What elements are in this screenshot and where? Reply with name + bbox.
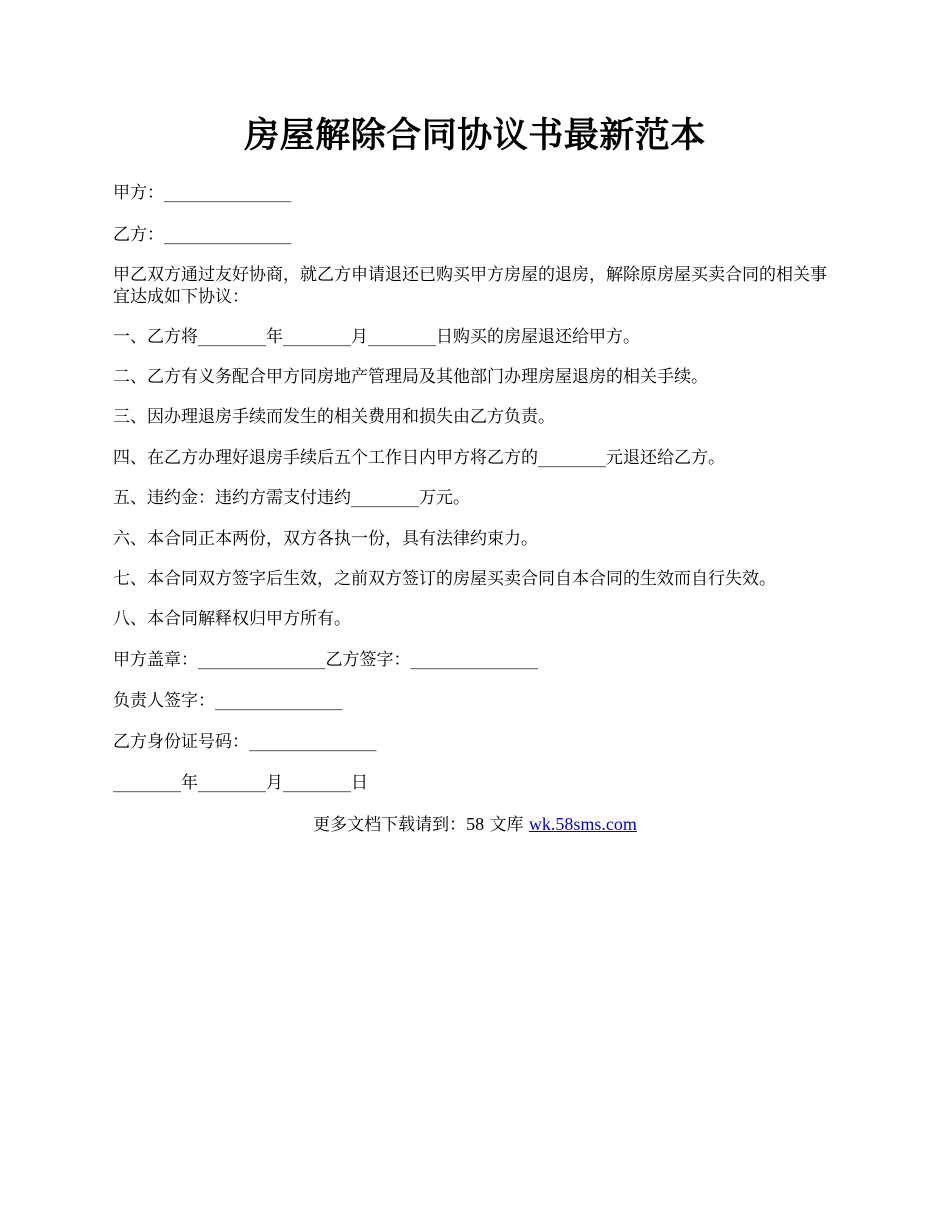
id-number-line: 乙方身份证号码：_______________ [113, 732, 377, 752]
clause-7: 七、本合同双方签字后生效，之前双方签订的房屋买卖合同自本合同的生效而自行失效。 [113, 569, 776, 589]
footer-brand-number: 58 [466, 814, 485, 834]
clause-8: 八、本合同解释权归甲方所有。 [113, 609, 351, 629]
footer [0, 813, 950, 836]
date-line: ________年________月________日 [113, 773, 368, 793]
footer-link[interactable]: wk.58sms.com [528, 814, 637, 834]
responsible-signature-line: 负责人签字：_______________ [113, 691, 343, 711]
intro-paragraph: 甲乙双方通过友好协商，就乙方申请退还已购买甲方房屋的退房，解除原房屋买卖合同的相关事宜达成如下协议： [113, 265, 827, 307]
clause-6: 六、本合同正本两份，双方各执一份，具有法律约束力。 [113, 529, 538, 549]
footer-prefix: 更多文档下载请到： [313, 815, 467, 835]
document-title: 房屋解除合同协议书最新范本 [244, 115, 706, 156]
footer-brand-text: 文库 [484, 815, 529, 835]
clause-5: 五、违约金：违约方需支付违约________万元。 [113, 488, 470, 508]
party-a-line: 甲方：_______________ [113, 183, 292, 203]
party-b-line: 乙方：_______________ [113, 225, 292, 245]
seal-signature-line: 甲方盖章：_______________乙方签字：_______________ [113, 650, 538, 670]
clause-2: 二、乙方有义务配合甲方同房地产管理局及其他部门办理房屋退房的相关手续。 [113, 367, 708, 387]
clause-1: 一、乙方将________年________月________日购买的房屋退还给甲方。 [113, 327, 640, 347]
clause-4: 四、在乙方办理好退房手续后五个工作日内甲方将乙方的________元退还给乙方。 [113, 448, 725, 468]
clause-3: 三、因办理退房手续而发生的相关费用和损失由乙方负责。 [113, 407, 555, 427]
